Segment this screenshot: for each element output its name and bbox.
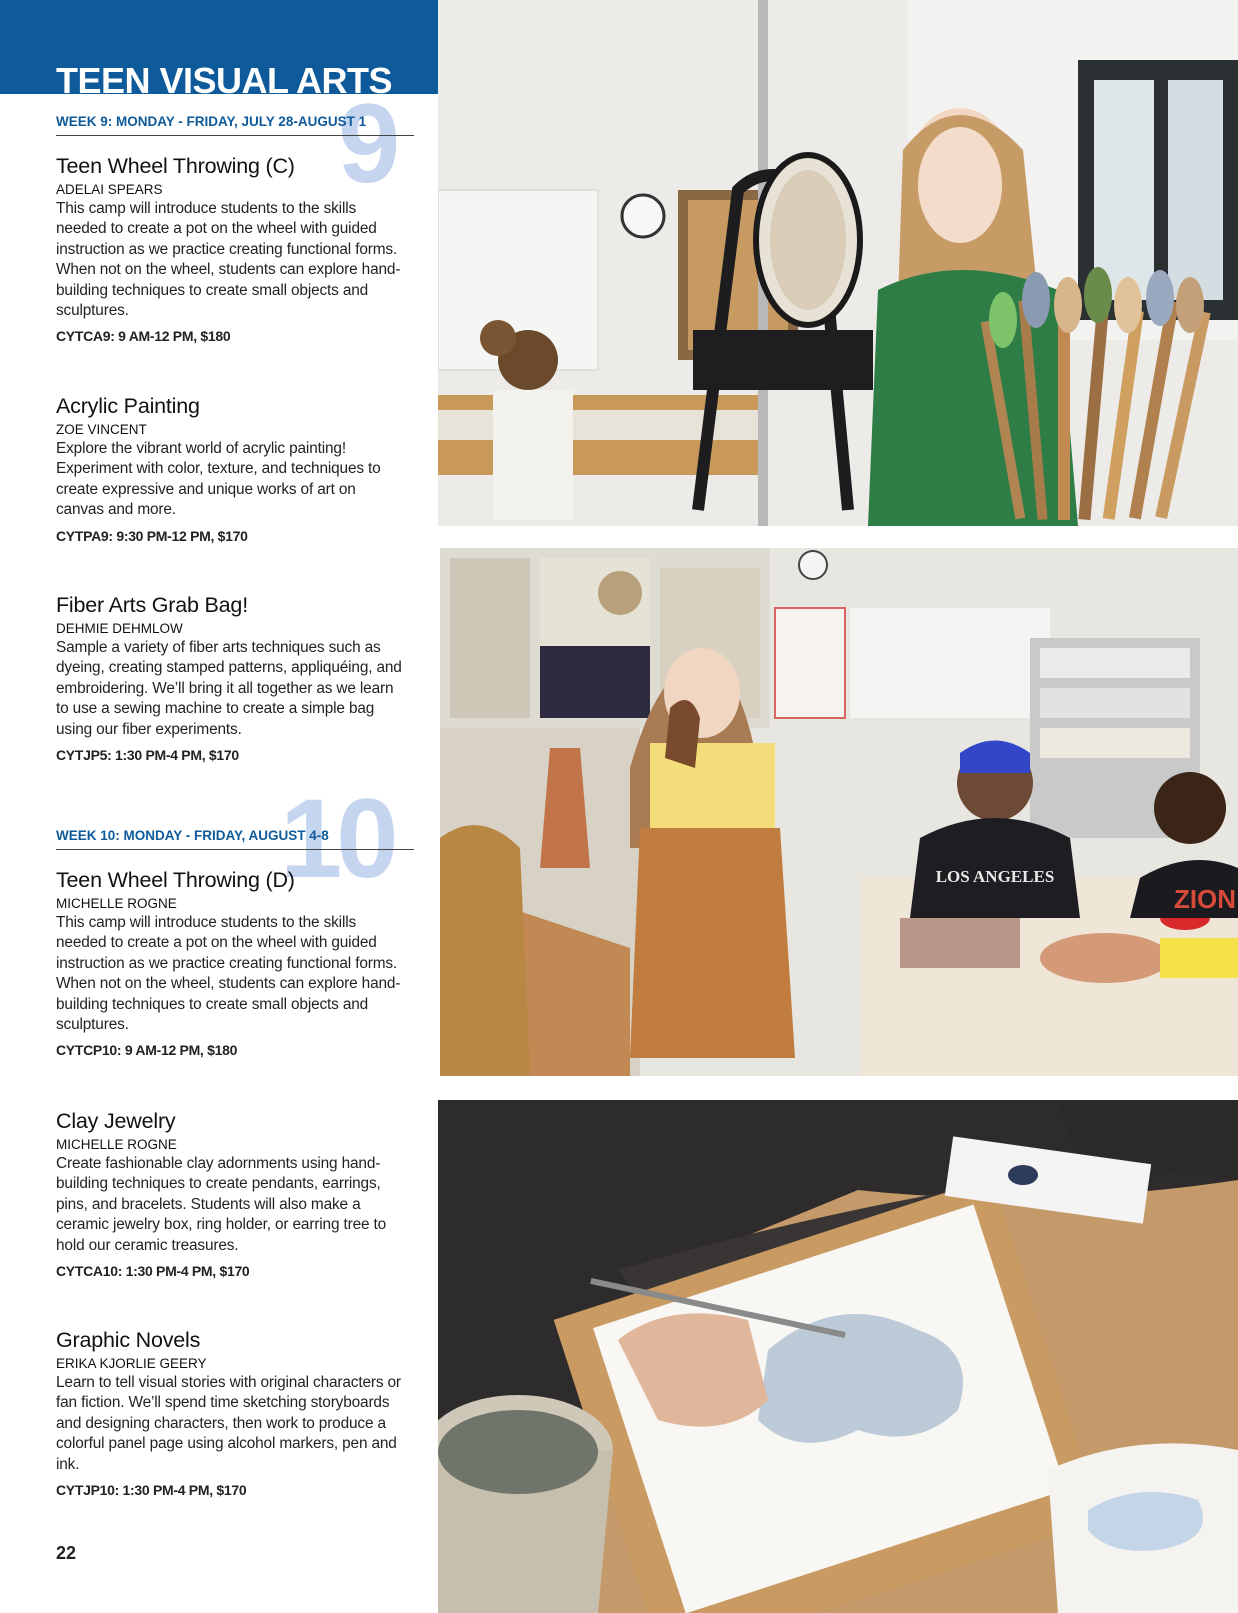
course-title: Clay Jewelry — [56, 1109, 176, 1133]
course-teen-wheel-throwing-d — [56, 866, 406, 1058]
course-graphic-novels — [56, 1326, 406, 1498]
course-acrylic-painting — [56, 392, 406, 544]
course-code-time-price: CYTPA9: 9:30 PM-12 PM, $170 — [56, 527, 248, 544]
sweatshirt-lettering: LOS ANGELES — [935, 867, 1055, 886]
course-description: Learn to tell visual stories with original characters or fan fiction. We’ll spend time sketching storyboards and designing characters, then work to produce a colorful panel page using alcohol markers, pen and ink. — [56, 1374, 401, 1473]
week-10-heading: WEEK 10: MONDAY - FRIDAY, AUGUST 4-8 — [56, 828, 414, 850]
week-9-heading: WEEK 9: MONDAY - FRIDAY, JULY 28-AUGUST 1 — [56, 114, 414, 136]
watercolor-painting-illustration — [438, 1100, 1238, 1613]
course-description: This camp will introduce students to the skills needed to create a pot on the wheel with guided instruction as we practice creating functional forms. When not on the wheel, students can explore hand-building techniques to create small objects and sculptures. — [56, 200, 401, 320]
course-code-time-price: CYTJP5: 1:30 PM-4 PM, $170 — [56, 747, 239, 764]
page-number: 22 — [56, 1543, 77, 1563]
photo-watercolor-painting — [438, 1100, 1238, 1613]
course-code-time-price: CYTJP10: 1:30 PM-4 PM, $170 — [56, 1482, 247, 1499]
photo-painting-studio — [438, 0, 1238, 526]
page-title: TEEN VISUAL ARTS — [56, 60, 393, 101]
course-fiber-arts-grab-bag — [56, 591, 406, 763]
course-clay-jewelry — [56, 1107, 406, 1279]
week-9-number: 9 — [338, 81, 395, 206]
course-instructor: MICHELLE ROGNE — [56, 896, 177, 911]
course-description: This camp will introduce students to the skills needed to create a pot on the wheel with guided instruction as we practice creating functional forms. When not on the wheel, students can explore hand-building techniques to create small objects and sculptures. — [56, 914, 401, 1034]
course-instructor: DEHMIE DEHMLOW — [56, 621, 183, 636]
course-description: Explore the vibrant world of acrylic painting! Experiment with color, texture, and techniques to create expressive and unique works of art on canvas and more. — [56, 440, 381, 519]
course-title: Fiber Arts Grab Bag! — [56, 593, 248, 617]
course-instructor: ADELAI SPEARS — [56, 182, 163, 197]
course-code-time-price: CYTCP10: 9 AM-12 PM, $180 — [56, 1042, 238, 1059]
course-teen-wheel-throwing-c — [56, 152, 406, 344]
ceramics-classroom-illustration — [440, 548, 1238, 1076]
course-title: Acrylic Painting — [56, 394, 200, 418]
shirt-lettering: ZION — [1173, 884, 1237, 914]
course-description: Create fashionable clay adornments using hand-building techniques to create pendants, earrings, pins, and bracelets. Students will also make a ceramic jewelry box, ring holder, or earring tree to hold our ceramic treasures. — [56, 1155, 387, 1254]
week-10-number: 10 — [280, 776, 393, 901]
course-title: Graphic Novels — [56, 1328, 201, 1352]
course-code-time-price: CYTCA9: 9 AM-12 PM, $180 — [56, 328, 231, 345]
course-instructor: ZOE VINCENT — [56, 422, 147, 437]
course-title: Teen Wheel Throwing (C) — [56, 154, 295, 178]
painting-studio-illustration — [438, 0, 1238, 526]
course-title: Teen Wheel Throwing (D) — [56, 868, 295, 892]
course-code-time-price: CYTCA10: 1:30 PM-4 PM, $170 — [56, 1263, 250, 1280]
course-instructor: ERIKA KJORLIE GEERY — [56, 1356, 207, 1371]
course-instructor: MICHELLE ROGNE — [56, 1137, 177, 1152]
course-description: Sample a variety of fiber arts techniques such as dyeing, creating stamped patterns, appliquéing, and embroidering. We’ll bring it all together as we learn to use a sewing machine to create a simple bag using our fiber experiments. — [56, 639, 402, 738]
photo-ceramics-classroom — [440, 548, 1238, 1076]
